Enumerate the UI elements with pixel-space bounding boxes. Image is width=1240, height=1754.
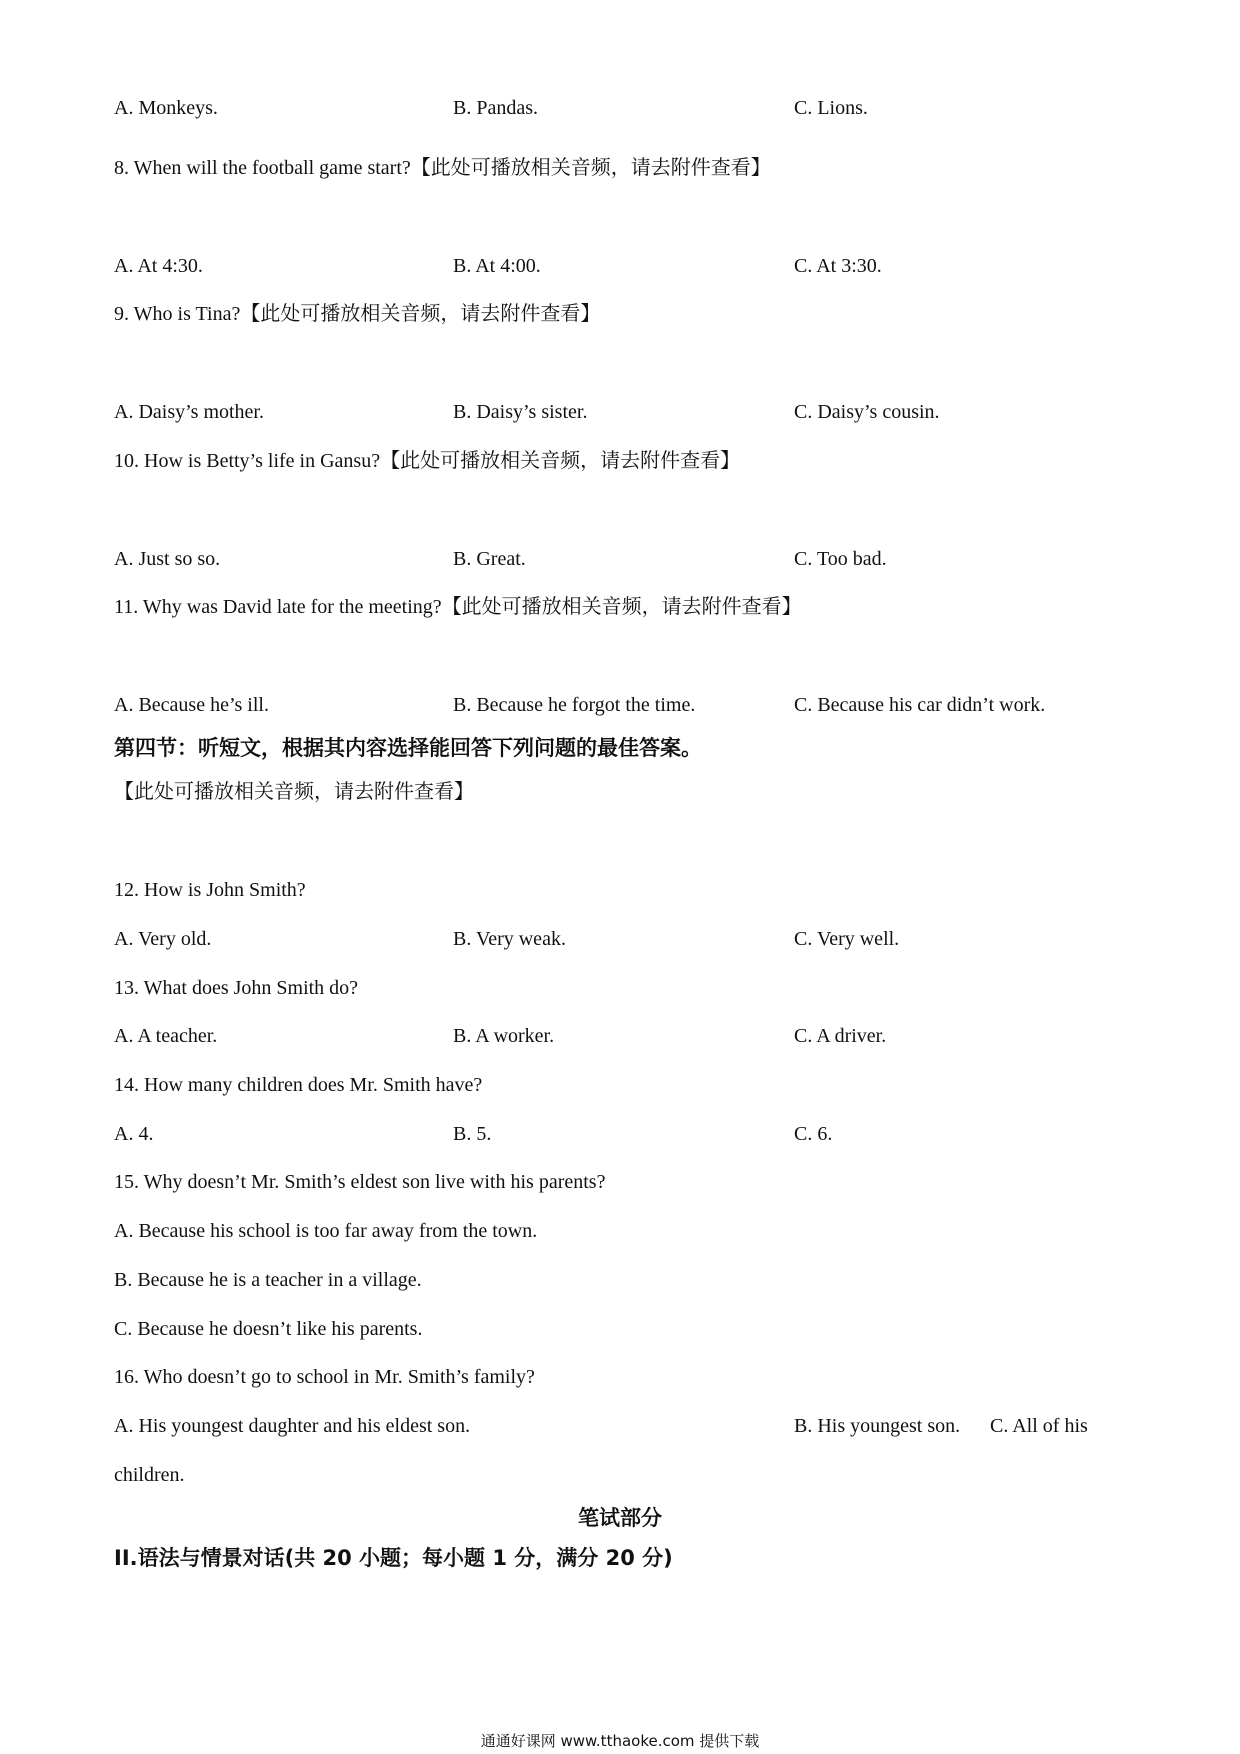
footer-source: 通通好课网 www.tthaoke.com 提供下载 bbox=[480, 1732, 760, 1750]
q12-text: 12. How is John Smith? bbox=[114, 879, 306, 901]
q15-option-b: B. Because he is a teacher in a village. bbox=[114, 1269, 422, 1291]
q10-options bbox=[0, 547, 1240, 571]
q16-option-a: A. His youngest daughter and his eldest son. bbox=[114, 1415, 471, 1437]
q12-option-b: B. Very weak. bbox=[453, 928, 566, 950]
q14-options bbox=[0, 1122, 1240, 1146]
q11-question bbox=[114, 595, 802, 619]
q16-text: 16. Who doesn’t go to school in Mr. Smith’s family? bbox=[114, 1366, 535, 1388]
q12-option-a: A. Very old. bbox=[114, 928, 212, 950]
q8-option-a: A. At 4:30. bbox=[114, 255, 203, 277]
q7-option-b: B. Pandas. bbox=[453, 97, 538, 119]
section4-title: 第四节：听短文，根据其内容选择能回答下列问题的最佳答案。 bbox=[114, 736, 702, 760]
q9-question bbox=[114, 302, 600, 326]
q13-option-b: B. A worker. bbox=[453, 1025, 555, 1047]
q14-option-c: C. 6. bbox=[794, 1123, 833, 1145]
q9-options bbox=[0, 400, 1240, 424]
q14-option-b: B. 5. bbox=[453, 1123, 492, 1145]
q10-text: 10. How is Betty’s life in Gansu? bbox=[114, 450, 381, 472]
q16-options bbox=[0, 1414, 1240, 1438]
q11-options bbox=[0, 693, 1240, 717]
part2-title: II.语法与情景对话(共 20 小题；每小题 1 分，满分 20 分) bbox=[114, 1546, 673, 1570]
q9-text: 9. Who is Tina? bbox=[114, 303, 241, 325]
q13-options bbox=[0, 1024, 1240, 1048]
q15-text: 15. Why doesn’t Mr. Smith’s eldest son live with his parents? bbox=[114, 1171, 606, 1193]
q8-option-b: B. At 4:00. bbox=[453, 255, 541, 277]
q11-audio-note[interactable]: 【此处可播放相关音频，请去附件查看】 bbox=[441, 596, 802, 618]
q14-text: 14. How many children does Mr. Smith have? bbox=[114, 1074, 483, 1096]
q13-text: 13. What does John Smith do? bbox=[114, 977, 359, 999]
q11-option-c: C. Because his car didn’t work. bbox=[794, 694, 1046, 716]
section4-audio-note[interactable]: 【此处可播放相关音频，请去附件查看】 bbox=[114, 781, 474, 803]
q8-text: 8. When will the football game start? bbox=[114, 157, 411, 179]
q8-options bbox=[0, 254, 1240, 278]
q13-option-c: C. A driver. bbox=[794, 1025, 887, 1047]
q13-option-a: A. A teacher. bbox=[114, 1025, 218, 1047]
q16-option-b: B. His youngest son. bbox=[794, 1415, 961, 1437]
q7-options bbox=[0, 96, 1240, 120]
q10-option-a: A. Just so so. bbox=[114, 548, 221, 570]
q9-option-a: A. Daisy’s mother. bbox=[114, 401, 264, 423]
q15-option-a: A. Because his school is too far away from the town. bbox=[114, 1220, 538, 1242]
q11-text: 11. Why was David late for the meeting? bbox=[114, 596, 442, 618]
q15-option-c: C. Because he doesn’t like his parents. bbox=[114, 1318, 423, 1340]
q10-option-c: C. Too bad. bbox=[794, 548, 887, 570]
q9-option-b: B. Daisy’s sister. bbox=[453, 401, 588, 423]
q8-question bbox=[114, 156, 771, 180]
q10-option-b: B. Great. bbox=[453, 548, 526, 570]
q11-option-a: A. Because he’s ill. bbox=[114, 694, 269, 716]
q8-audio-note[interactable]: 【此处可播放相关音频，请去附件查看】 bbox=[410, 157, 771, 179]
q8-option-c: C. At 3:30. bbox=[794, 255, 882, 277]
q7-option-c: C. Lions. bbox=[794, 97, 868, 119]
q11-option-b: B. Because he forgot the time. bbox=[453, 694, 696, 716]
q10-audio-note[interactable]: 【此处可播放相关音频，请去附件查看】 bbox=[380, 450, 741, 472]
q16-option-c: C. All of his bbox=[990, 1415, 1088, 1437]
q12-option-c: C. Very well. bbox=[794, 928, 900, 950]
q9-option-c: C. Daisy’s cousin. bbox=[794, 401, 940, 423]
q9-audio-note[interactable]: 【此处可播放相关音频，请去附件查看】 bbox=[240, 303, 601, 325]
q10-question bbox=[114, 449, 740, 473]
q16-option-c-continued: children. bbox=[114, 1464, 185, 1486]
q12-options bbox=[0, 927, 1240, 951]
q7-option-a: A. Monkeys. bbox=[114, 97, 218, 119]
written-section-heading: 笔试部分 bbox=[578, 1506, 662, 1530]
q14-option-a: A. 4. bbox=[114, 1123, 154, 1145]
